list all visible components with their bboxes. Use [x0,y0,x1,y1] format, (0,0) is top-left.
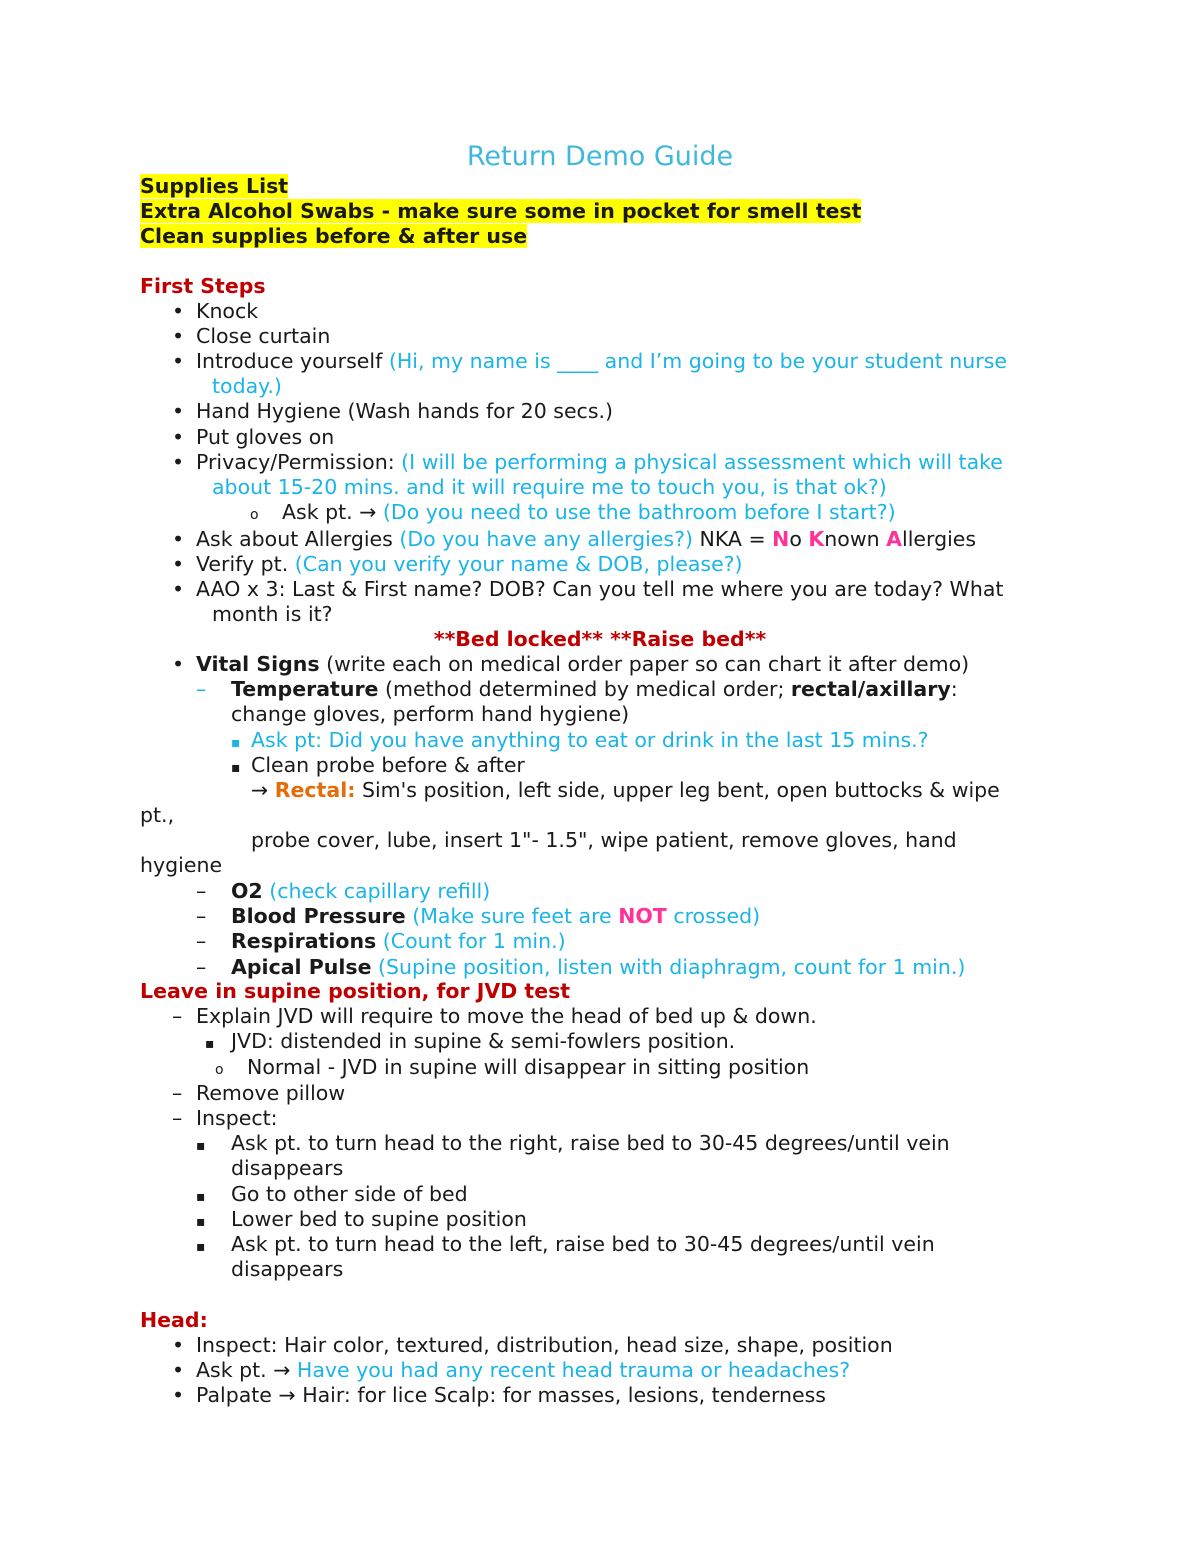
list-item: ▪ Clean probe before & after [231,753,525,778]
list-item-continuation: about 15-20 mins. and it will require me to touch you, is that ok?) [212,475,887,499]
supplies-list-line: Supplies List [140,174,289,198]
list-item: ▪ JVD: distended in supine & semi-fowlers position. [205,1029,735,1054]
bullet-icon: • [172,652,185,676]
circle-bullet-icon: o [250,507,259,523]
square-bullet-icon: ▪ [196,1138,206,1154]
bullet-icon: • [172,1333,185,1357]
square-bullet-icon: ▪ [196,1239,206,1255]
bullet-icon: • [172,527,185,551]
list-item: o Normal - JVD in supine will disappear in sitting position [215,1055,809,1080]
list-item: • Palpate → Hair: for lice Scalp: for masses, lesions, tenderness [172,1383,826,1407]
list-item: • Knock [172,299,259,323]
list-item: • AAO x 3: Last & First name? DOB? Can you tell me where you are today? What [172,577,1004,601]
list-item: – Apical Pulse (Supine position, listen with diaphragm, count for 1 min.) [196,955,966,979]
list-item: • Hand Hygiene (Wash hands for 20 secs.) [172,399,614,423]
rectal-line: pt., [140,803,175,827]
list-item: • Inspect: Hair color, textured, distribution, head size, shape, position [172,1333,893,1357]
list-item-continuation: disappears [231,1156,344,1180]
list-item: • Ask pt. → Have you had any recent head trauma or headaches? [172,1358,851,1382]
rectal-line: probe cover, lube, insert 1"- 1.5", wipe patient, remove gloves, hand [251,828,957,852]
arrow-right-icon: → [359,500,377,524]
arrow-right-icon: → [251,778,269,802]
bullet-icon: • [172,425,185,449]
list-item: ▪ Ask pt: Did you have anything to eat or drink in the last 15 mins.? [231,728,929,753]
bullet-icon: • [172,1383,185,1407]
list-item: – Explain JVD will require to move the head of bed up & down. [172,1004,817,1028]
bullet-icon: • [172,577,185,601]
bullet-icon: • [172,450,185,474]
list-item: ▪ Go to other side of bed [196,1182,468,1207]
list-item: • Introduce yourself (Hi, my name is ____ and I’m going to be your student nurse [172,349,1008,373]
supplies-clean-line: Clean supplies before & after use [140,224,528,248]
square-bullet-icon: ▪ [196,1189,206,1205]
square-bullet-icon: ▪ [231,735,241,751]
page-title: Return Demo Guide [466,141,734,172]
list-item: – O2 (check capillary refill) [196,879,491,903]
rectal-line: → Rectal: Sim's position, left side, upper leg bent, open buttocks & wipe [251,778,1000,802]
bullet-icon: • [172,1358,185,1382]
list-item-continuation: today.) [212,374,282,398]
list-item: – Inspect: [172,1106,278,1130]
list-item: • Close curtain [172,324,331,348]
supplies-alcohol-line: Extra Alcohol Swabs - make sure some in pocket for smell test [140,199,862,223]
list-item: • Privacy/Permission: (I will be performing a physical assessment which will take [172,450,1003,474]
square-bullet-icon: ▪ [231,760,241,776]
first-steps-heading: First Steps [140,274,266,298]
list-item: ▪ Ask pt. to turn head to the left, raise bed to 30-45 degrees/until vein [196,1232,935,1257]
bed-locked-note: **Bed locked** **Raise bed** [433,627,767,651]
bullet-icon: • [172,349,185,373]
list-item: – Temperature (method determined by medical order; rectal/axillary: [196,677,958,701]
dash-icon: – [196,904,207,928]
head-heading: Head: [140,1308,208,1332]
list-item: • Vital Signs (write each on medical order paper so can chart it after demo) [172,652,970,676]
square-bullet-icon: ▪ [196,1214,206,1230]
list-item-continuation: disappears [231,1257,344,1281]
dash-icon: – [172,1081,183,1105]
dash-icon: – [196,879,207,903]
arrow-right-icon: → [278,1383,296,1407]
list-item: ▪ Lower bed to supine position [196,1207,527,1232]
arrow-right-icon: → [273,1358,291,1382]
list-item: • Verify pt. (Can you verify your name & DOB, please?) [172,552,743,576]
jvd-heading: Leave in supine position, for JVD test [140,979,571,1003]
list-item: – Remove pillow [172,1081,346,1105]
list-item: ▪ Ask pt. to turn head to the right, raise bed to 30-45 degrees/until vein [196,1131,950,1156]
list-item: • Ask about Allergies (Do you have any allergies?) NKA = No Known Allergies [172,527,977,551]
list-item: – Respirations (Count for 1 min.) [196,929,566,953]
bullet-icon: • [172,552,185,576]
list-item: o Ask pt. → (Do you need to use the bathroom before I start?) [250,500,896,525]
dash-icon: – [196,677,207,701]
list-item: – Blood Pressure (Make sure feet are NOT crossed) [196,904,761,928]
square-bullet-icon: ▪ [205,1036,215,1052]
list-item-continuation: month is it? [212,602,333,626]
rectal-line: hygiene [140,853,223,877]
dash-icon: – [172,1106,183,1130]
bullet-icon: • [172,324,185,348]
dash-icon: – [196,955,207,979]
bullet-icon: • [172,299,185,323]
list-item: • Put gloves on [172,425,335,449]
bullet-icon: • [172,399,185,423]
dash-icon: – [196,929,207,953]
list-item-continuation: change gloves, perform hand hygiene) [231,702,630,726]
dash-icon: – [172,1004,183,1028]
circle-bullet-icon: o [215,1062,224,1078]
